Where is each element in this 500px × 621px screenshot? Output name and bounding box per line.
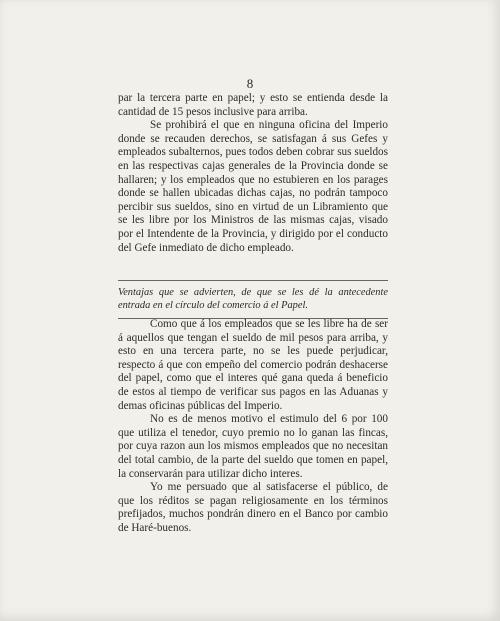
heading-rule-top [118, 280, 388, 281]
page-number: 8 [246, 76, 254, 91]
paragraph-4: No es de menos motivo el estimulo del 6 por 100 que utiliza el tenedor, cuyo premio no lo ganan las fincas, por cuya razon aun los mismos empleados que no necesitan del total cambio, de la parte del sueldo que tomen en papel, la conservarán para utilizar dicho interes. [118, 413, 388, 480]
section-header [118, 280, 388, 319]
text-block [118, 92, 388, 255]
paragraph-2: Se prohibirá el que en ninguna oficina del Imperio donde se recauden derechos, se satisfagan á sus Gefes y empleados subalternos, pues todos deben cobrar sus sueldos en las respectivas cajas generales de la Provincia donde se hallaren; y los empleados que no estubieren en los parages donde se hallen ubicadas dichas cajas, no podrán tampoco percibir sus sueldos, sino en virtud de un Libramiento que se les libre por los Ministros de las mismas cajas, visado por el Intendente de la Provincia, y dirigido por el conducto del Gefe inmediato de dicho empleado. [118, 119, 388, 254]
section-heading: Ventajas que se advierten, de que se les dé la antecedente entrada en el círculo del comercio á el Papel. [118, 287, 388, 311]
text-block-2 [118, 318, 388, 536]
paragraph-5: Yo me persuado que al satisfacerse el público, de que los réditos se pagan religiosamente en los términos prefijados, muchos pondrán dinero en el Banco por cambio de Haré-buenos. [118, 481, 388, 534]
paragraph-3: Como que á los empleados que se les libre ha de ser á aquellos que tengan el sueldo de mil pesos para arriba, y esto en una tercera parte, no se les puede perjudicar, respecto á que con empeño del comercio podrán deshacerse del papel, como que el interes qué gana queda á beneficio de estos al tiempo de verificar sus pagos en las Aduanas y demas oficinas públicas del Imperio. [118, 318, 388, 412]
paragraph-1: par la tercera parte en papel; y esto se entienda desde la cantidad de 15 pesos inclusive para arriba. [118, 92, 388, 118]
